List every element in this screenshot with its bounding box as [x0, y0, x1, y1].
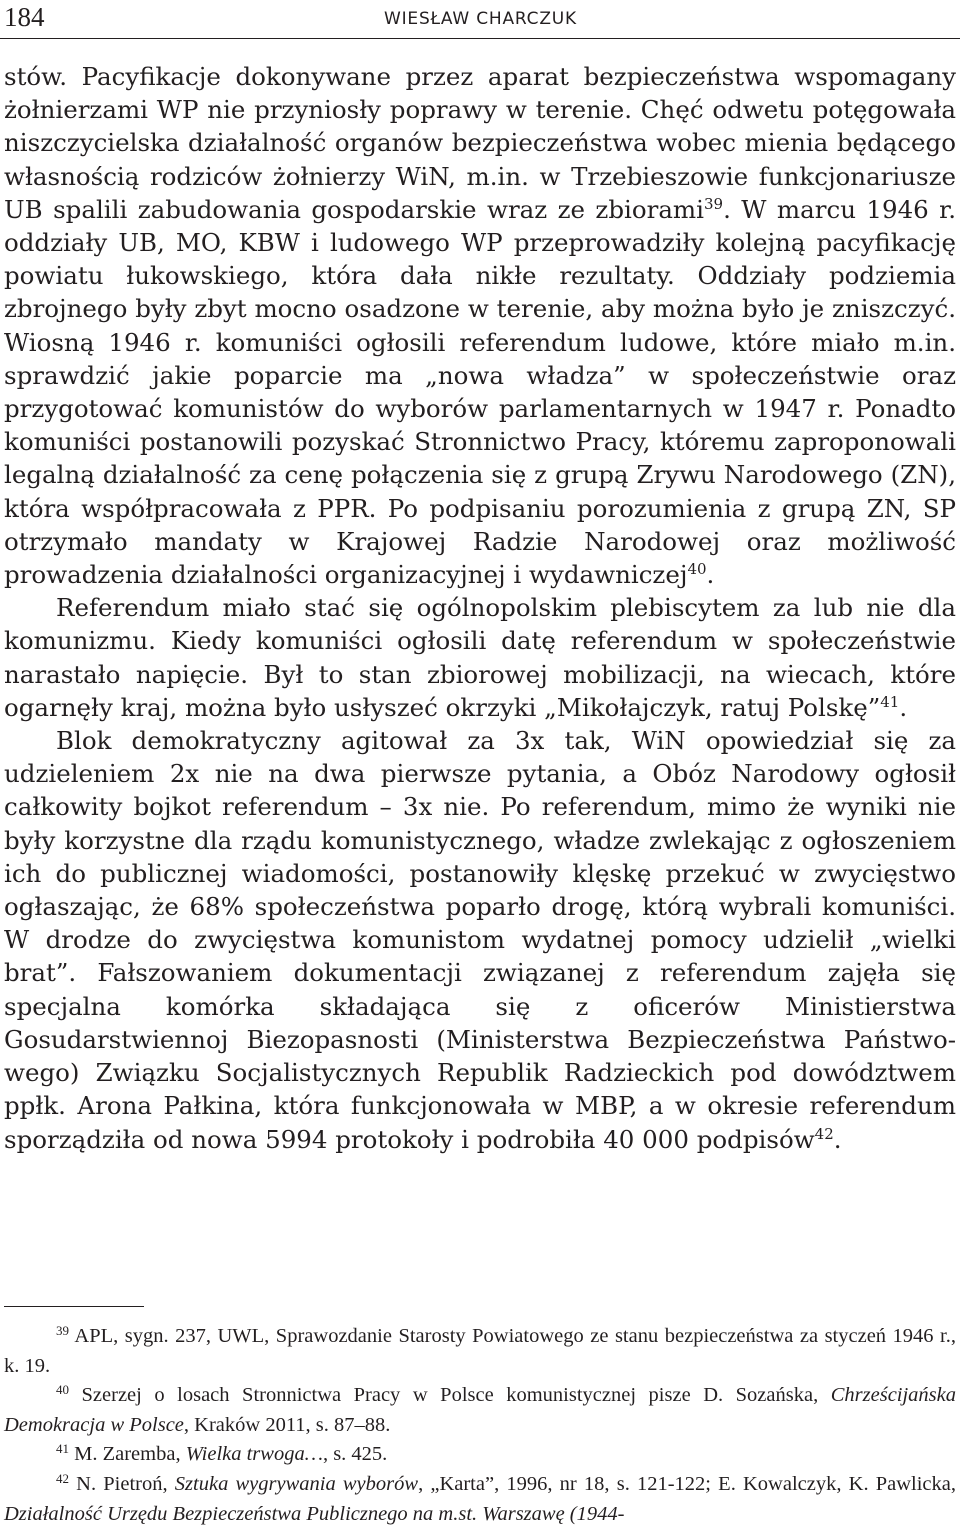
- running-head: WIESŁAW CHARCZUK: [384, 9, 577, 29]
- footnote-number: 40: [56, 1382, 69, 1398]
- footnote-ref-42[interactable]: 42: [814, 1124, 834, 1143]
- page-number: 184: [4, 2, 45, 32]
- paragraph-3-text-b: .: [833, 1124, 842, 1154]
- paragraph-1-text-b: . W marcu 1946 r. oddziały UB, MO, KBW i ludowego WP przeprowadziły kolejną pacyfikację powiatu łukowskiego, która dała nikłe rezultaty. Oddziały podziemia zbrojnego były zbyt mocno osadzone w terenie, aby można było je zniszczyć. Wiosną 1946 r. komuniści ogłosili referendum ludowe, które miało m.in. sprawdzić jakie poparcie ma „nowa władza” w społeczeństwie oraz przygotować komunistów do wyborów parlamentarnych w 1947 r. Ponadto komuniści postanowili pozyskać Stronnictwo Pracy, któremu zaproponowali legalną działalność za cenę połączenia się z grupą Zrywu Narodowego (ZN), która współpracowała z PPR. Po podpisaniu porozumienia z grupą ZN, SP otrzymało mandaty w Krajowej Radzie Narodowej oraz możliwość prowadzenia działalności organizacyjnej i wydawniczej: [4, 194, 956, 590]
- paragraph-1-text-a: stów. Pacyfikacje dokonywane przez aparat bezpieczeństwa wspomagany żołnierzami WP nie przyniosły poprawy w terenie. Chęć odwetu potęgowała niszczycielska działalność organów bezpieczeństwa wobec mienia będącego własnością rodziców żołnierzy WiN, m.in. w Trzebieszowie funkcjonariusze UB spalili zabudowania gospodarskie wraz ze zbiorami: [4, 62, 956, 224]
- footnote-title: Wielka trwoga…: [185, 1443, 323, 1466]
- footnote-39: [4, 1322, 956, 1381]
- footnote-ref-40[interactable]: 40: [687, 560, 707, 579]
- body-text: [4, 60, 956, 1156]
- footnote-42: [4, 1470, 956, 1529]
- paragraph-2-text-a: Referendum miało stać się ogólnopolskim plebiscytem za lub nie dla komunizmu. Kiedy komuniści ogłosili datę referendum w społeczeństwie narastało napięcie. Był to stan zbiorowej mobilizacji, na wiecach, które ogarnęły kraj, można było usłyszeć okrzyki „Mikołajczyk, ratuj Polskę”: [4, 593, 956, 722]
- footnote-text: APL, sygn. 237, UWL, Sprawozdanie Starosty Powiatowego ze stanu bezpieczeństwa za styczeń 1946 r., k. 19.: [4, 1325, 957, 1377]
- footnote-text: M. Zaremba,: [74, 1443, 181, 1466]
- paragraph-2-text-b: .: [899, 692, 908, 722]
- paragraph-1: [4, 60, 956, 591]
- footnotes: [4, 1322, 956, 1529]
- footnote-title: Sztuka wygrywania wyborów: [174, 1472, 419, 1495]
- page-header: [0, 0, 960, 40]
- footnote-text-mid: , „Karta”, 1996, nr 18, s. 121-122; E. Kowalczyk, K. Pawlicka,: [418, 1472, 957, 1495]
- footnote-number: 42: [56, 1470, 69, 1486]
- paragraph-3: [4, 724, 956, 1156]
- footnote-41: [4, 1440, 956, 1470]
- footnote-title-2: Działalność Urzędu Bezpieczeństwa Publicznego na m.st. Warszawę (1944-: [4, 1502, 625, 1525]
- paragraph-2: [4, 591, 956, 724]
- header-rule: [0, 38, 960, 39]
- footnote-text-end: , s. 425.: [322, 1443, 388, 1466]
- footnote-40: [4, 1381, 956, 1440]
- footnote-text: Szerzej o losach Stronnictwa Pracy w Polsce komunistycznej pisze D. Sozańska,: [81, 1384, 819, 1407]
- footnote-text-end: , Kraków 2011, s. 87–88.: [183, 1413, 391, 1436]
- footnote-number: 41: [56, 1441, 69, 1457]
- footnote-ref-41[interactable]: 41: [880, 692, 900, 711]
- paragraph-1-text-c: .: [706, 560, 715, 590]
- footnote-separator: [4, 1306, 144, 1307]
- footnote-text: N. Pietroń,: [76, 1472, 168, 1495]
- footnote-title: Chrześcijańska Demokracja w Polsce: [4, 1384, 957, 1436]
- paragraph-3-text-a: Blok demokratyczny agitował za 3x tak, WiN opowiedział się za udzieleniem 2x nie na dwa pierwsze pytania, a Obóz Narodowy ogłosił całkowity bojkot referendum – 3x nie. Po referendum, mimo że wyniki nie były korzystne dla rządu komunistycznego, władze zwlekając z ogłoszeniem ich do publicznej wiadomości, postanowiły klęskę przekuć w zwycięstwo ogłaszając, że 68% społeczeństwa poparło drogę, którą wybrali komuniści. W drodze do zwycięstwa komunistom wydatnej pomocy udzielił „wielki brat”. Fałszowaniem dokumentacji związanej z referendum zajęła się specjalna komórka składająca się z oficerów Ministierstwa Gosudarstwiennoj Biezopasnosti (Ministerstwa Bezpieczeństwa Państwowego) Związku Socjalistycznych Republik Radzieckich pod dowództwem ppłk. Arona Pałkina, która funkcjonowała w MBP, a w okresie referendum sporządziła od nowa 5994 protokoły i podrobiła 40 000 podpisów: [4, 726, 956, 1154]
- footnote-number: 39: [56, 1323, 69, 1338]
- footnote-ref-39[interactable]: 39: [704, 194, 724, 213]
